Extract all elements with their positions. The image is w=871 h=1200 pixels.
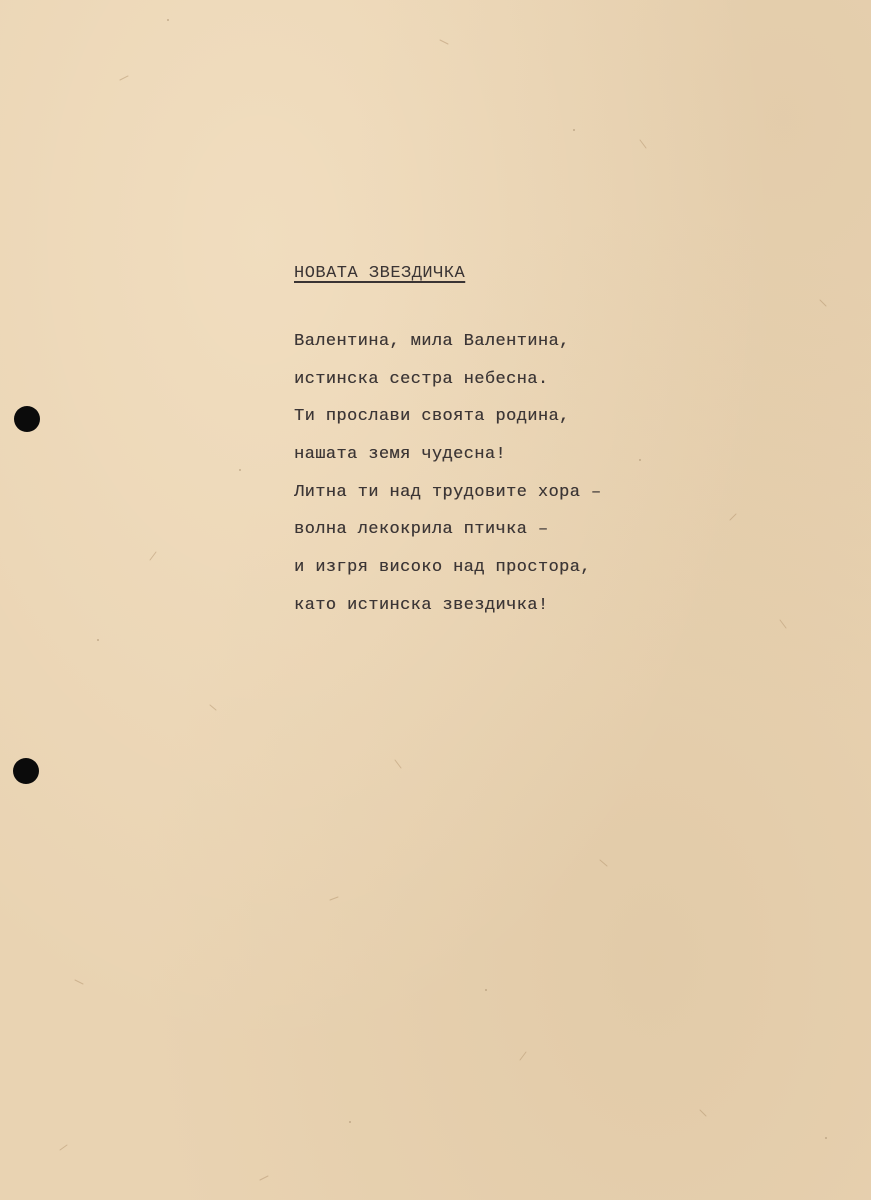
poem-line: и изгря високо над простора, — [294, 558, 591, 578]
poem-line: истинска сестра небесна. — [294, 369, 549, 389]
poem-line: Литна ти над трудовите хора – — [294, 482, 602, 502]
poem-line: Ти прослави своята родина, — [294, 407, 570, 427]
poem-line: Валентина, мила Валентина, — [294, 332, 570, 351]
poem-title: НОВАТА ЗВЕЗДИЧКА — [294, 264, 466, 283]
poem-line: нашата земя чудесна! — [294, 445, 507, 465]
poem-line: като истинска звездичка! — [294, 595, 549, 615]
punch-hole-top — [14, 406, 40, 432]
poem-body — [294, 329, 601, 631]
poem-line: волна лекокрила птичка – — [294, 520, 549, 540]
punch-hole-bottom — [13, 758, 39, 784]
